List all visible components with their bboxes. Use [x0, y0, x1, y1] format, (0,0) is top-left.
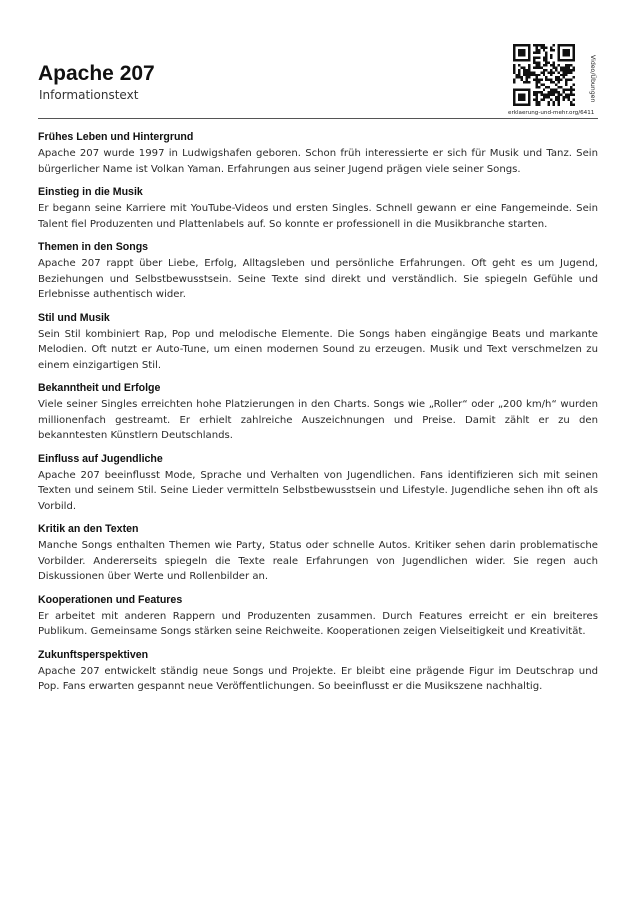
section-title: Kritik an den Texten [38, 523, 139, 535]
section [38, 523, 598, 585]
section [38, 594, 598, 640]
qr-code-icon[interactable] [513, 44, 575, 106]
section-text: Er begann seine Karriere mit YouTube-Videos und ersten Singles. Schnell gewann er eine Fangemeinde. Sein Talent fiel Produzenten und Plattenlabels auf. So konnte er professionell in die Musikbranche starten. [38, 203, 598, 230]
qr-url-text[interactable]: erklaerung-und-mehr.org/6411 [508, 110, 595, 116]
section-text: Er arbeitet mit anderen Rappern und Produzenten zusammen. Durch Features erreicht er ein breiteres Publikum. Gemeinsame Songs stärken seine Reichweite. Kooperationen zeigen Vielseitigkeit und Kreativität. [38, 610, 598, 637]
section [38, 186, 598, 232]
section-text: Apache 207 beeinflusst Mode, Sprache und Verhalten von Jugendlichen. Fans identifizieren sich mit seinen Texten und seinem Stil. Seine Lieder vermitteln Selbstbewusstsein und Lifestyle. Jugendliche sehen ihn oft als Vorbild. [38, 469, 598, 512]
section [38, 312, 598, 374]
section-text: Manche Songs enthalten Themen wie Party, Status oder schnelle Autos. Kritiker sehen darin problematische Vorbilder. Andererseits spiegeln die Texte reale Erfahrungen von Jugendlichen wider. Sie regen auch Diskussionen über Werte und Rollenbilder an. [38, 540, 598, 582]
page-subtitle: Informationstext [39, 88, 139, 102]
section-text: Apache 207 rappt über Liebe, Erfolg, Alltagsleben und persönliche Erfahrungen. Oft geht es um Jugend, Beziehungen und Selbstbewusstsein. Seine Texte sind direkt und verständlich. Sie spiegeln Gefühle und Erlebnisse authentisch wider. [38, 258, 598, 300]
page-title: Apache 207 [38, 62, 155, 85]
section-title: Kooperationen und Features [38, 593, 183, 606]
section [38, 453, 598, 515]
document-header [38, 62, 155, 103]
section-text: Apache 207 entwickelt ständig neue Songs und Projekte. Er bleibt eine prägende Figur im Deutschrap und Pop. Fans erwarten gespannt neue Veröffentlichungen. So beeinflusst er die Musikszene nachhaltig. [38, 665, 598, 692]
section-title: Einfluss auf Jugendliche [38, 452, 163, 465]
section-text: Sein Stil kombiniert Rap, Pop und melodische Elemente. Die Songs haben eingängige Beats und markante Melodien. Oft nutzt er Auto-Tune, um einen modernen Sound zu erzeugen. Musik und Text verschmelzen zu einem einzigartigen Stil. [38, 328, 598, 371]
video-exercises-label: Video/Übungen [589, 55, 596, 103]
section-title: Bekanntheit und Erfolge [38, 382, 161, 394]
section-title: Zukunftsperspektiven [38, 648, 149, 661]
section [38, 649, 598, 695]
section-title: Einstieg in die Musik [38, 186, 143, 198]
document-body [38, 131, 598, 704]
section-text: Viele seiner Singles erreichten hohe Platzierungen in den Charts. Songs wie „Roller“ oder „200 km/h“ wurden millionenfach gestreamt. Er erhielt zahlreiche Auszeichnungen und Preise. Damit zählt er zu den bekanntesten Künstlern Deutschlands. [38, 399, 598, 441]
section [38, 131, 598, 177]
section-title: Stil und Musik [38, 311, 110, 324]
section [38, 382, 598, 444]
section-text: Apache 207 wurde 1997 in Ludwigshafen geboren. Schon früh interessierte er sich für Musik und Tanz. Sein bürgerlicher Name ist Volkan Yaman. Erfahrungen aus seiner Jugend prägen viele seiner Songs. [38, 148, 598, 175]
section-title: Themen in den Songs [38, 241, 149, 253]
section [38, 241, 598, 303]
section-title: Frühes Leben und Hintergrund [38, 131, 194, 143]
header-divider [38, 118, 598, 119]
